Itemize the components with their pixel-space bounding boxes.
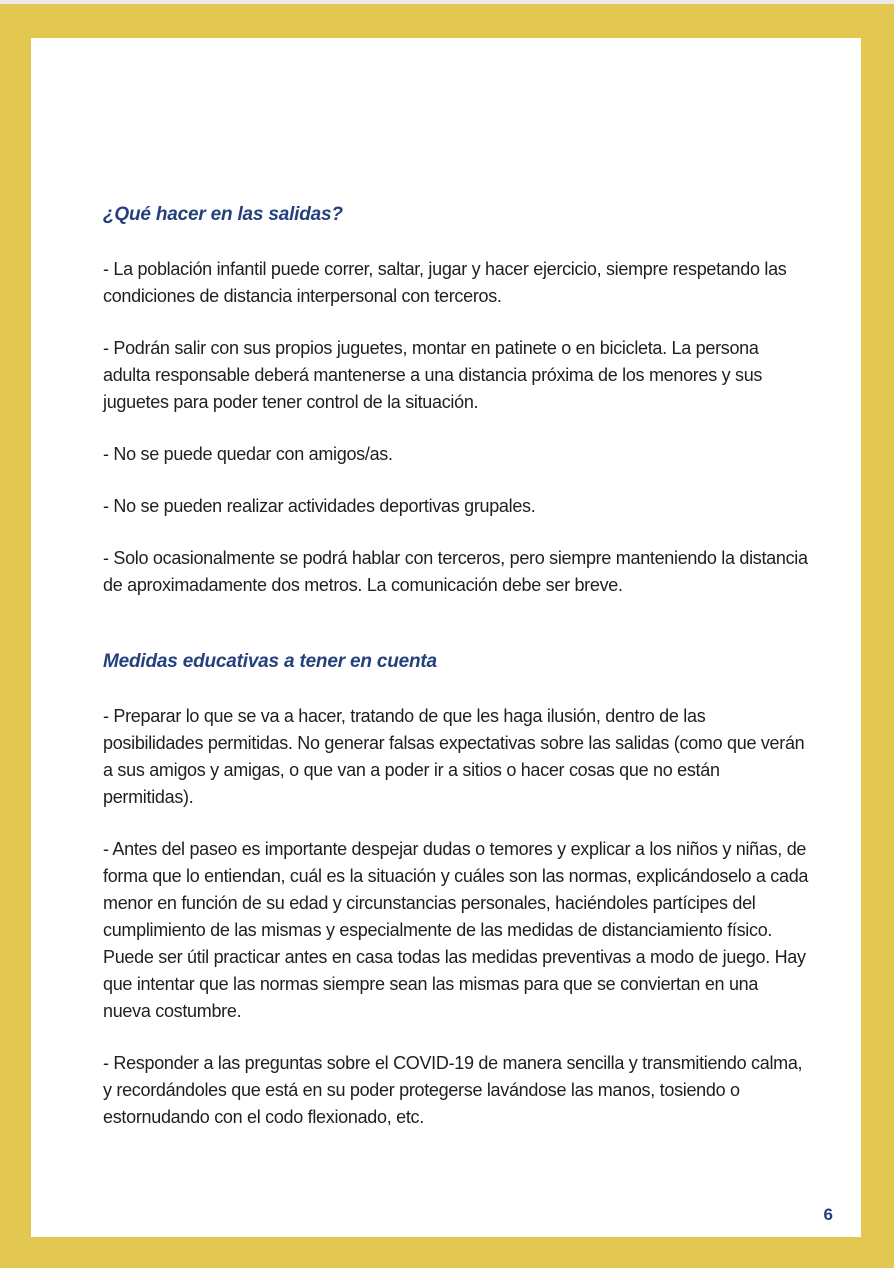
paragraph: - Responder a las preguntas sobre el COVID-19 de manera sencilla y transmitiendo calma, y recordándoles que está en su poder protegerse lavándose las manos, tosiendo o estornudando con el codo flexionado, etc. — [103, 1053, 803, 1127]
paragraph: - Podrán salir con sus propios juguetes, montar en patinete o en bicicleta. La persona adulta responsable deberá mantenerse a una distancia próxima de los menores y sus juguetes para poder tener control de la situación. — [103, 338, 763, 412]
page-content — [103, 204, 809, 1156]
document-page — [31, 38, 861, 1237]
section-heading-salidas: ¿Qué hacer en las salidas? — [103, 204, 343, 225]
paragraph: - Preparar lo que se va a hacer, tratando de que les haga ilusión, dentro de las posibilidades permitidas. No generar falsas expectativas sobre las salidas (como que verán a sus amigos y amigas, o que van a poder ir a sitios o hacer cosas que no están permitidas). — [103, 706, 805, 807]
paragraph: - Antes del paseo es importante despejar dudas o temores y explicar a los niños y niñas, de forma que lo entiendan, cuál es la situación y cuáles son las normas, explicándoselo a cada menor en función de su edad y circunstancias personales, haciéndoles partícipes del cumplimiento de las mismas y especialmente de las medidas de distanciamiento físico. Puede ser útil practicar antes en casa todas las medidas preventivas a modo de juego. Hay que intentar que las normas siempre sean las mismas para que se conviertan en una nueva costumbre. — [103, 839, 809, 1021]
paragraph: - No se pueden realizar actividades deportivas grupales. — [103, 496, 536, 516]
paragraph: - La población infantil puede correr, saltar, jugar y hacer ejercicio, siempre respetando las condiciones de distancia interpersonal con terceros. — [103, 259, 787, 306]
page-number: 6 — [823, 1205, 833, 1224]
section-heading-medidas-educativas: Medidas educativas a tener en cuenta — [103, 651, 437, 672]
paragraph: - No se puede quedar con amigos/as. — [103, 444, 393, 464]
screenshot-top-strip — [0, 0, 894, 4]
paragraph: - Solo ocasionalmente se podrá hablar con terceros, pero siempre manteniendo la distancia de aproximadamente dos metros. La comunicación debe ser breve. — [103, 548, 808, 595]
